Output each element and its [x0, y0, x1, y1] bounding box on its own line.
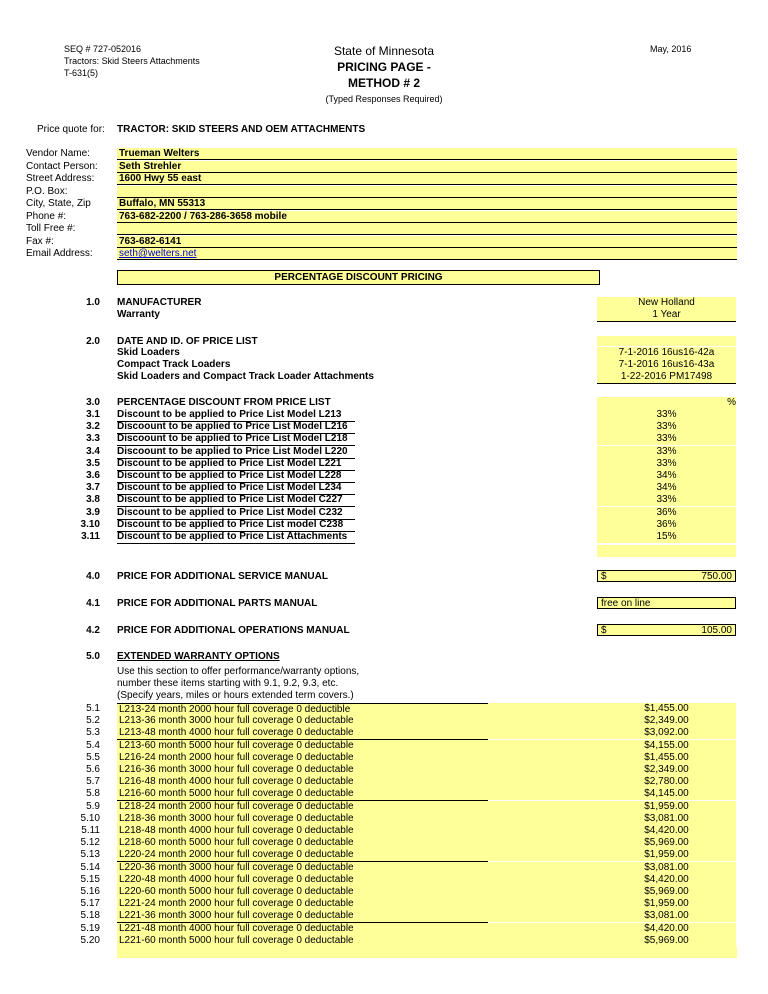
pricelist-label: DATE AND ID. OF PRICE LIST	[117, 336, 258, 347]
warranty-item-spacer	[488, 862, 597, 874]
vendor-value[interactable]: 763-682-2200 / 763-286-3658 mobile	[117, 211, 737, 223]
warranty-item-num: 5.16	[80, 886, 100, 897]
warranty-item-price[interactable]: $2,349.00	[597, 715, 736, 727]
pricelist-num: 2.0	[86, 336, 100, 347]
warranty-item-label[interactable]: L213-24 month 2000 hour full coverage 0 deductible	[117, 703, 488, 717]
warranty-item-spacer	[488, 874, 597, 886]
warranty-item-label[interactable]: L221-48 month 4000 hour full coverage 0 deductable	[117, 923, 488, 936]
warranty-item-price[interactable]: $1,455.00	[597, 752, 736, 764]
discount-item-label: Discount to be applied to Price List Model L213	[117, 409, 355, 422]
manual-price-prefix: $	[601, 571, 607, 582]
discount-item-value[interactable]: 33%	[597, 433, 736, 445]
warranty-item-spacer	[488, 776, 597, 788]
manual-price-field[interactable]	[597, 624, 736, 636]
warranty-item-label[interactable]: L213-48 month 4000 hour full coverage 0 deductable	[117, 727, 488, 740]
manual-price-value: 105.00	[701, 625, 732, 636]
warranty-item-label[interactable]: L221-24 month 2000 hour full coverage 0 deductable	[117, 898, 488, 911]
warranty-item-num: 5.11	[81, 825, 100, 836]
warranty-item-label[interactable]: L221-36 month 3000 hour full coverage 0 deductable	[117, 910, 488, 923]
header-date: May, 2016	[650, 44, 692, 54]
warranty-item-label[interactable]: L218-48 month 4000 hour full coverage 0 deductable	[117, 825, 488, 838]
discount-blank	[597, 545, 736, 557]
vendor-label: Fax #:	[26, 235, 54, 247]
manufacturer-num: 1.0	[86, 297, 100, 308]
warranty-item-label[interactable]: L213-60 month 5000 hour full coverage 0 deductable	[117, 740, 488, 753]
discount-item-value[interactable]: 36%	[597, 519, 736, 531]
warranty-item-price[interactable]: $1,455.00	[597, 703, 736, 715]
discount-item-num: 3.6	[86, 470, 100, 481]
warranty-item-label[interactable]: L216-48 month 4000 hour full coverage 0 deductable	[117, 776, 488, 789]
pricelist-item-label: Skid Loaders and Compact Track Loader Attachments	[117, 371, 374, 382]
warranty-item-label[interactable]: L216-36 month 3000 hour full coverage 0 deductable	[117, 764, 488, 777]
vendor-label: Toll Free #:	[26, 223, 76, 234]
discount-item-value[interactable]: 33%	[597, 458, 736, 470]
manual-price-field[interactable]	[597, 570, 736, 582]
vendor-label: Phone #:	[26, 210, 67, 222]
warranty-item-num: 5.3	[86, 727, 100, 739]
warranty-item-num: 5.15	[80, 873, 100, 885]
warranty-value[interactable]: 1 Year	[597, 309, 736, 322]
warranty-item-price[interactable]: $1,959.00	[597, 801, 736, 813]
warranty-label: Warranty	[117, 309, 160, 320]
warranty-item-price[interactable]: $4,155.00	[597, 740, 736, 752]
warranty-item-price[interactable]: $1,959.00	[597, 849, 736, 861]
warranty-item-num: 5.12	[80, 837, 100, 849]
warranty-item-spacer	[488, 813, 597, 825]
warranty-item-price[interactable]: $4,420.00	[597, 874, 736, 886]
manual-label: PRICE FOR ADDITIONAL OPERATIONS MANUAL	[117, 625, 350, 636]
vendor-value[interactable]: Seth Strehler	[117, 161, 737, 173]
pricelist-item-value[interactable]: 1-22-2016 PM17498	[597, 371, 736, 384]
warranty-item-spacer	[488, 715, 597, 727]
vendor-value[interactable]: 763-682-6141	[117, 236, 737, 248]
warranty-item-spacer	[488, 849, 597, 861]
warranty-num: 5.0	[86, 651, 100, 662]
discount-item-num: 3.4	[86, 445, 100, 457]
discount-item-value[interactable]: 34%	[597, 470, 736, 482]
header-category: Tractors: Skid Steers Attachments	[64, 56, 200, 66]
warranty-title: EXTENDED WARRANTY OPTIONS	[117, 651, 280, 662]
warranty-item-num: 5.13	[80, 849, 100, 861]
discount-item-num: 3.2	[86, 421, 100, 433]
discount-item-num: 3.11	[81, 531, 100, 542]
warranty-item-num: 5.7	[86, 776, 100, 788]
warranty-item-num: 5.20	[80, 934, 100, 946]
discount-item-label: Discount to be applied to Price List Model C232	[117, 507, 355, 520]
vendor-value[interactable]: 1600 Hwy 55 east	[117, 173, 737, 185]
vendor-value[interactable]: Buffalo, MN 55313	[117, 198, 737, 210]
warranty-item-num: 5.14	[80, 861, 100, 873]
warranty-item-spacer	[488, 910, 597, 922]
vendor-label: P.O. Box:	[26, 185, 68, 197]
warranty-item-spacer	[488, 886, 597, 898]
warranty-item-num: 5.2	[86, 715, 100, 727]
warranty-item-price[interactable]: $4,420.00	[597, 923, 736, 935]
section-header-percentage: PERCENTAGE DISCOUNT PRICING	[117, 270, 600, 285]
manufacturer-label: MANUFACTURER	[117, 297, 202, 308]
pricelist-item-label: Skid Loaders	[117, 347, 180, 358]
warranty-item-label[interactable]: L220-36 month 3000 hour full coverage 0 deductable	[117, 862, 488, 875]
quote-label: Price quote for:	[37, 124, 105, 135]
page-title: PRICING PAGE -	[337, 60, 431, 74]
discount-item-num: 3.8	[86, 494, 100, 506]
pricelist-item-value[interactable]: 7-1-2016 16us16-43a	[597, 359, 736, 371]
warranty-item-num: 5.6	[86, 764, 100, 775]
discount-item-num: 3.9	[86, 506, 100, 518]
manual-price-prefix: $	[601, 625, 607, 636]
warranty-item-price[interactable]: $3,081.00	[597, 813, 736, 825]
discount-item-label: Discount to be applied to Price List Model L221	[117, 458, 355, 471]
manual-num: 4.0	[86, 571, 100, 582]
warranty-item-num: 5.17	[80, 898, 100, 910]
warranty-item-num: 5.5	[86, 751, 100, 763]
warranty-item-price[interactable]: $3,081.00	[597, 862, 736, 874]
percent-symbol: %	[597, 397, 736, 409]
manual-price-field[interactable]	[597, 597, 736, 609]
discount-num: 3.0	[86, 397, 100, 408]
header-form: T-631(5)	[64, 68, 99, 78]
warranty-item-num: 5.19	[80, 922, 100, 934]
warranty-item-spacer	[488, 898, 597, 910]
warranty-item-label[interactable]: L213-36 month 3000 hour full coverage 0 deductable	[117, 715, 488, 728]
header-seq: SEQ # 727-052016	[64, 44, 142, 54]
warranty-item-spacer	[488, 788, 597, 800]
warranty-item-price[interactable]: $5,969.00	[597, 886, 736, 898]
warranty-blank-row	[117, 947, 737, 958]
warranty-item-spacer	[488, 935, 597, 947]
discount-item-label: Discount to be applied to Price List Model L234	[117, 482, 355, 495]
warranty-item-num: 5.8	[86, 788, 100, 800]
pricelist-item-label: Compact Track Loaders	[117, 359, 231, 370]
discount-item-value[interactable]: 15%	[597, 531, 736, 543]
warranty-item-num: 5.9	[86, 800, 100, 812]
header-subtitle: (Typed Responses Required)	[325, 94, 443, 104]
discount-item-label: Discoount to be applied to Price List Model L216	[117, 421, 355, 434]
warranty-item-num: 5.18	[80, 910, 100, 922]
warranty-item-price[interactable]: $3,081.00	[597, 910, 736, 922]
warranty-item-spacer	[488, 727, 597, 739]
discount-item-num: 3.7	[86, 482, 100, 494]
vendor-value[interactable]	[117, 186, 737, 198]
pricelist-blank	[597, 336, 736, 346]
warranty-item-spacer	[488, 740, 597, 752]
warranty-item-spacer	[488, 801, 597, 813]
discount-item-value[interactable]: 34%	[597, 482, 736, 494]
discount-item-num: 3.1	[86, 409, 100, 420]
warranty-item-label[interactable]: L218-60 month 5000 hour full coverage 0 deductable	[117, 837, 488, 850]
warranty-item-label[interactable]: L220-60 month 5000 hour full coverage 0 deductable	[117, 886, 488, 899]
warranty-item-spacer	[488, 825, 597, 837]
manual-price-prefix: free on line	[601, 598, 651, 609]
discount-item-value[interactable]: 33%	[597, 409, 736, 421]
vendor-value[interactable]: Trueman Welters	[117, 148, 737, 160]
warranty-item-label[interactable]: L216-24 month 2000 hour full coverage 0 deductable	[117, 752, 488, 765]
warranty-item-num: 5.1	[86, 703, 100, 714]
warranty-item-price[interactable]: $4,420.00	[597, 825, 736, 837]
discount-item-label: Discount to be applied to Price List Model C227	[117, 494, 355, 507]
discount-item-value[interactable]: 33%	[597, 494, 736, 506]
warranty-item-spacer	[488, 923, 597, 935]
manual-num: 4.1	[86, 598, 100, 609]
email-link[interactable]: seth@welters.net	[117, 248, 737, 260]
discount-item-label: Discount to be applied to Price List Attachments	[117, 531, 355, 544]
warranty-instruction-line: Use this section to offer performance/warranty options,	[117, 666, 360, 677]
vendor-label: Email Address:	[26, 248, 93, 259]
manufacturer-value[interactable]: New Holland	[597, 297, 736, 309]
manual-num: 4.2	[86, 625, 100, 636]
vendor-label: Street Address:	[26, 173, 95, 184]
warranty-item-label[interactable]: L218-36 month 3000 hour full coverage 0 deductable	[117, 813, 488, 826]
discount-label: PERCENTAGE DISCOUNT FROM PRICE LIST	[117, 397, 331, 408]
discount-item-value[interactable]: 33%	[597, 421, 736, 433]
warranty-item-label[interactable]: L216-60 month 5000 hour full coverage 0 deductable	[117, 788, 488, 801]
quote-value: TRACTOR: SKID STEERS AND OEM ATTACHMENTS	[117, 124, 366, 135]
pricelist-item-value[interactable]: 7-1-2016 16us16-42a	[597, 347, 736, 359]
warranty-item-label[interactable]: L220-48 month 4000 hour full coverage 0 deductable	[117, 874, 488, 887]
manual-label: PRICE FOR ADDITIONAL PARTS MANUAL	[117, 598, 318, 609]
vendor-label: Vendor Name:	[26, 148, 90, 159]
discount-item-label: Discount to be applied to Price List model C238	[117, 519, 355, 532]
warranty-item-price[interactable]: $5,969.00	[597, 935, 736, 947]
header-state: State of Minnesota	[333, 44, 435, 58]
warranty-item-price[interactable]: $1,959.00	[597, 898, 736, 910]
discount-item-num: 3.5	[86, 457, 100, 469]
page-title-method: METHOD # 2	[347, 76, 420, 90]
discount-item-label: Discoount to be applied to Price List Model L218	[117, 433, 355, 446]
vendor-label: Contact Person:	[26, 160, 98, 172]
warranty-instruction-line: number these items starting with 9.1, 9.2, 9.3, etc.	[117, 678, 339, 689]
manual-price-value: 750.00	[701, 571, 732, 582]
warranty-item-price[interactable]: $2,349.00	[597, 764, 736, 776]
vendor-label: City, State, Zip	[26, 198, 91, 209]
warranty-instruction-line: (Specify years, miles or hours extended term covers.)	[117, 690, 354, 701]
warranty-item-num: 5.10	[80, 812, 100, 824]
vendor-value[interactable]	[117, 223, 737, 235]
warranty-item-spacer	[488, 703, 597, 715]
warranty-item-price[interactable]: $4,145.00	[597, 788, 736, 800]
warranty-item-num: 5.4	[86, 739, 100, 751]
warranty-item-label[interactable]: L221-60 month 5000 hour full coverage 0 deductable	[117, 935, 488, 948]
discount-item-num: 3.3	[86, 433, 100, 445]
warranty-item-price[interactable]: $2,780.00	[597, 776, 736, 788]
manual-label: PRICE FOR ADDITIONAL SERVICE MANUAL	[117, 571, 328, 582]
discount-item-num: 3.10	[80, 518, 100, 530]
warranty-item-spacer	[488, 837, 597, 849]
warranty-item-price[interactable]: $3,092.00	[597, 727, 736, 739]
warranty-item-spacer	[488, 752, 597, 764]
discount-item-value[interactable]: 36%	[597, 507, 736, 519]
discount-item-label: Discoount to be applied to Price List Model L220	[117, 446, 355, 459]
warranty-item-label[interactable]: L218-24 month 2000 hour full coverage 0 deductable	[117, 801, 488, 814]
discount-item-label: Discount to be applied to Price List Model L228	[117, 470, 355, 483]
warranty-item-label[interactable]: L220-24 month 2000 hour full coverage 0 deductable	[117, 849, 488, 862]
warranty-item-price[interactable]: $5,969.00	[597, 837, 736, 849]
warranty-item-spacer	[488, 764, 597, 776]
discount-item-value[interactable]: 33%	[597, 446, 736, 458]
